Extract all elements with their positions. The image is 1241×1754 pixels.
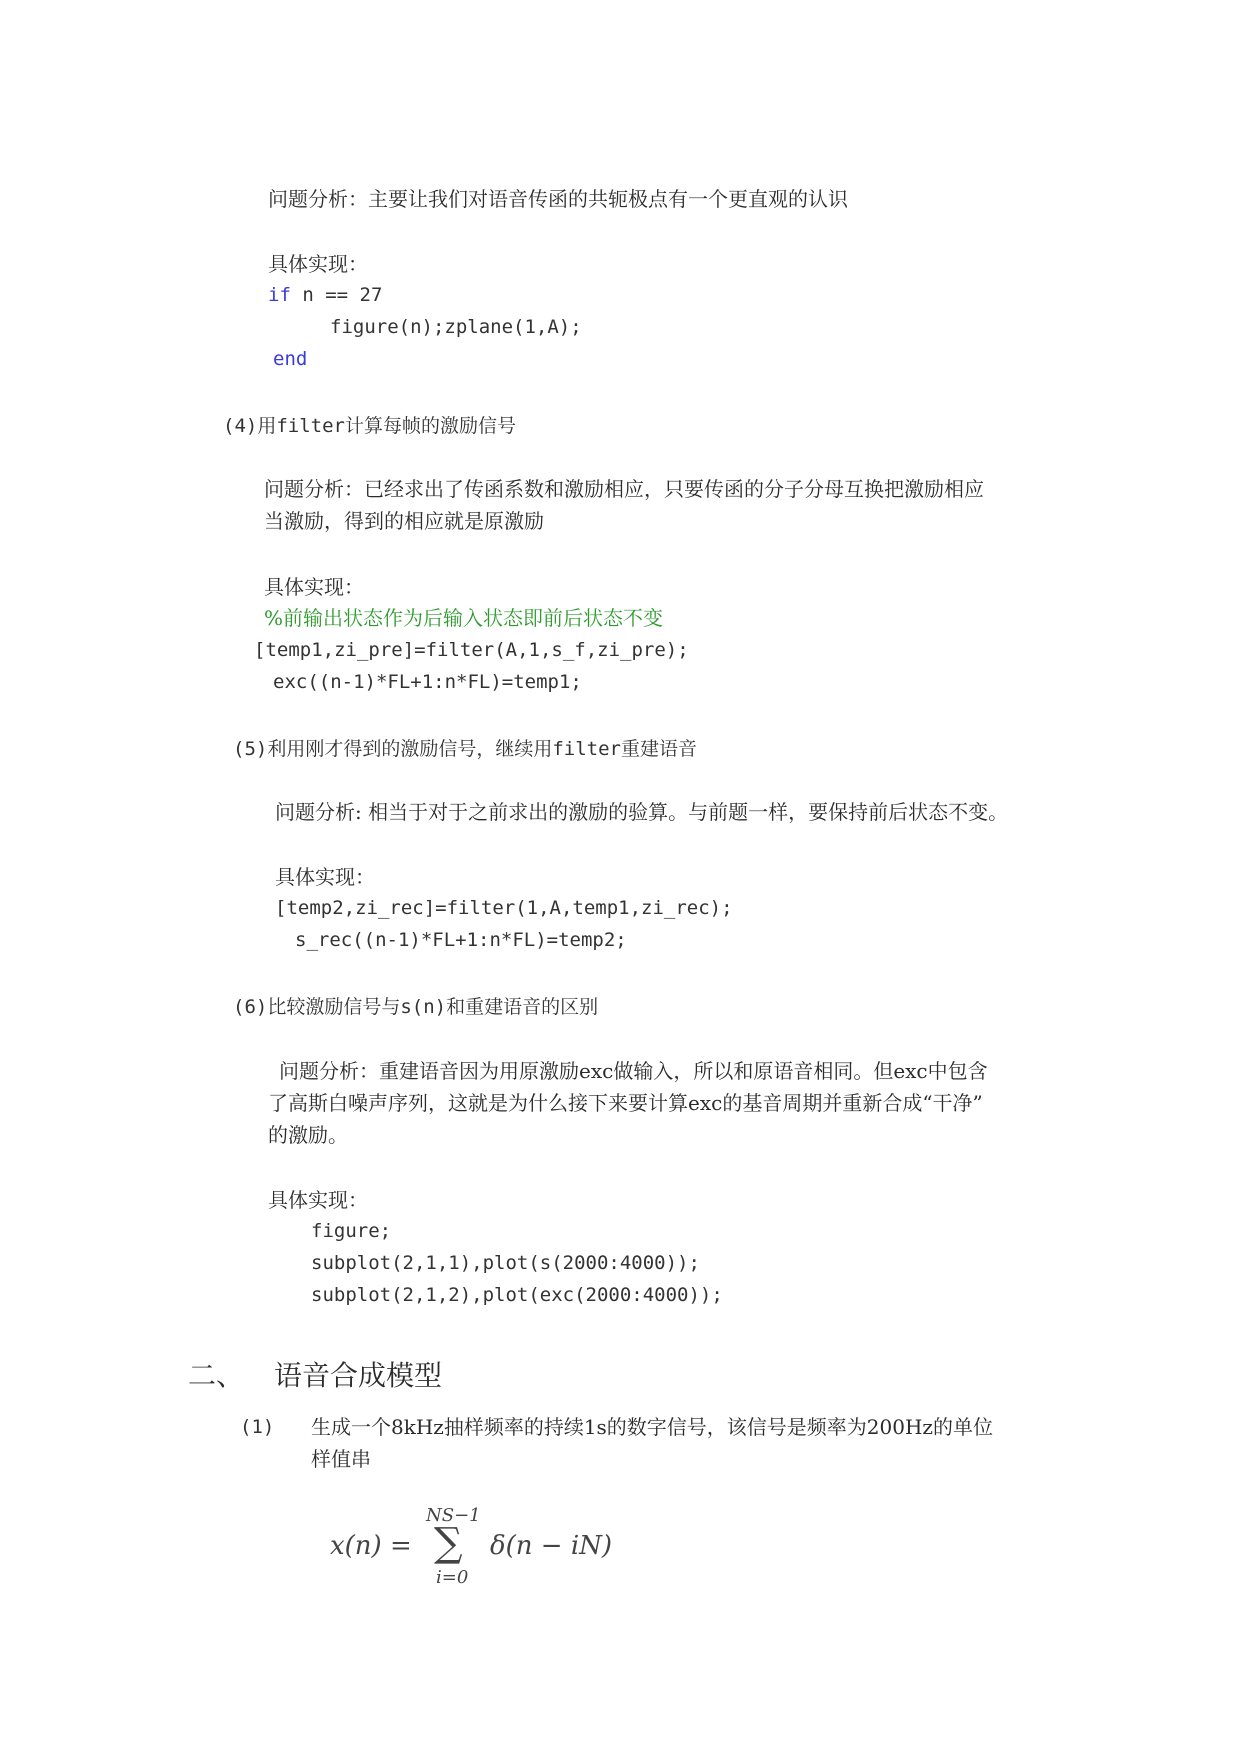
s6-code-line2: subplot(2,1,1),plot(s(2000:4000)); <box>311 1252 700 1274</box>
s5-code-line1: [temp2,zi_rec]=filter(1,A,temp1,zi_rec); <box>275 897 733 919</box>
s4-analysis-line1: 问题分析：已经求出了传函系数和激励相应，只要传函的分子分母互换把激励相应 <box>264 477 984 501</box>
s4-heading: (4)用filter计算每帧的激励信号 <box>223 415 516 437</box>
section2-item1-line1: 生成一个8kHz抽样频率的持续1s的数字信号，该信号是频率为200Hz的单位 <box>311 1415 993 1439</box>
s5-code-line2: s_rec((n-1)*FL+1:n*FL)=temp2; <box>295 929 627 951</box>
s6-code-line1: figure; <box>311 1220 392 1242</box>
s6-impl-label: 具体实现： <box>268 1188 368 1212</box>
formula-sum-upper: NS−1 <box>426 1505 481 1526</box>
s4-code-comment: %前输出状态作为后输入状态即前后状态不变 <box>264 606 664 630</box>
section2-item1-line2: 样值串 <box>311 1447 371 1471</box>
s4-code-line1: [temp1,zi_pre]=filter(A,1,s_f,zi_pre); <box>254 639 689 661</box>
s3-impl-label: 具体实现： <box>268 252 368 276</box>
keyword-if: if <box>268 284 291 306</box>
s6-analysis-line1: 问题分析：重建语音因为用原激励exc做输入，所以和原语音相同。但exc中包含 <box>279 1059 988 1083</box>
s6-analysis-line2: 了高斯白噪声序列，这就是为什么接下来要计算exc的基音周期并重新合成“干净” <box>268 1091 983 1115</box>
s4-analysis-line2: 当激励，得到的相应就是原激励 <box>264 509 544 533</box>
pulse-train-formula <box>330 1505 630 1595</box>
section2-title: 语音合成模型 <box>274 1359 443 1392</box>
s4-code-line2: exc((n-1)*FL+1:n*FL)=temp1; <box>273 671 582 693</box>
s5-impl-label: 具体实现： <box>275 865 375 889</box>
formula-lhs: x(n) = <box>330 1531 412 1561</box>
s6-heading: (6)比较激励信号与s(n)和重建语音的区别 <box>233 996 599 1018</box>
keyword-end: end <box>273 348 308 370</box>
formula-sum-lower: i=0 <box>436 1567 469 1588</box>
s6-analysis-line3: 的激励。 <box>268 1123 348 1147</box>
s3-analysis: 问题分析：主要让我们对语音传函的共轭极点有一个更直观的认识 <box>268 187 848 211</box>
section2-item1-number: (1) <box>240 1416 275 1438</box>
s3-code-line1 <box>268 282 382 308</box>
section2-number: 二、 <box>188 1359 245 1392</box>
s3-code-if-rest: n == 27 <box>290 284 383 306</box>
s3-code-line2: figure(n);zplane(1,A); <box>330 316 582 338</box>
formula-sum-sign: ∑ <box>434 1520 463 1566</box>
s5-analysis: 问题分析: 相当于对于之前求出的激励的验算。与前题一样，要保持前后状态不变。 <box>275 800 1009 824</box>
formula-term: δ(n − iN) <box>490 1531 613 1561</box>
s5-heading: (5)利用刚才得到的激励信号，继续用filter重建语音 <box>233 738 697 760</box>
s4-impl-label: 具体实现： <box>264 575 364 599</box>
s6-code-line3: subplot(2,1,2),plot(exc(2000:4000)); <box>311 1284 723 1306</box>
